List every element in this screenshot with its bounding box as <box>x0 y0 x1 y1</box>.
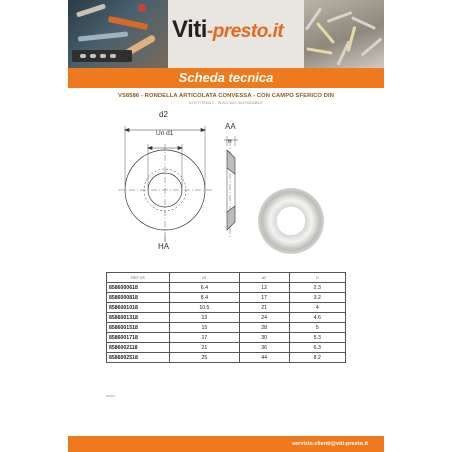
label-aa: AA <box>225 122 236 131</box>
cell-d2: 21 <box>239 303 289 313</box>
cell-d1: 25 <box>170 353 240 363</box>
technical-drawing <box>68 108 384 258</box>
cell-h: 2.3 <box>289 283 345 293</box>
cell-d2: 44 <box>239 353 289 363</box>
table-row <box>107 283 346 293</box>
cell-code: 8586000818 <box>107 293 170 303</box>
brand-logo <box>172 16 283 44</box>
cell-d2: 17 <box>239 293 289 303</box>
washer-photo <box>258 188 324 254</box>
header <box>68 0 384 68</box>
title-band <box>68 68 384 88</box>
cell-code: 8586001318 <box>107 313 170 323</box>
table-row <box>107 343 346 353</box>
cell-d1: 15 <box>170 323 240 333</box>
table-row <box>107 313 346 323</box>
product-title: VS8586 - RONDELLA ARTICOLATA CONVESSA - CON CAMPO SFERICO DIN <box>118 93 334 99</box>
cell-d2: 24 <box>239 313 289 323</box>
cell-h: 4.6 <box>289 313 345 323</box>
cell-d1: 8.4 <box>170 293 240 303</box>
screws-photo <box>304 0 384 68</box>
table-row <box>107 303 346 313</box>
cell-code: 8586002118 <box>107 343 170 353</box>
cell-d1: 21 <box>170 343 240 353</box>
table-row <box>107 293 346 303</box>
cell-code: 8586000618 <box>107 283 170 293</box>
table-row <box>107 323 346 333</box>
cell-h: 6.3 <box>289 343 345 353</box>
cell-h: 8.2 <box>289 353 345 363</box>
table-header-row <box>107 273 346 283</box>
footer <box>68 436 384 452</box>
logo-main: Viti <box>172 16 207 43</box>
cell-code: 8586002518 <box>107 353 170 363</box>
header-ref: REF VS <box>107 273 170 283</box>
label-ha: HA <box>158 242 170 251</box>
header-h: H <box>289 273 345 283</box>
datasheet-page <box>68 0 384 452</box>
cell-h: 5.3 <box>289 333 345 343</box>
cell-d2: 30 <box>239 333 289 343</box>
cell-code: 8586001018 <box>107 303 170 313</box>
tools-photo <box>68 0 168 68</box>
reference-code: 8586/0 <box>106 394 116 398</box>
cell-d1: 10.5 <box>170 303 240 313</box>
header-d2: d2 <box>239 273 289 283</box>
cell-d2: 28 <box>239 323 289 333</box>
label-d1: Un d1 <box>156 130 174 137</box>
cell-d1: 13 <box>170 313 240 323</box>
cell-h: 3.2 <box>289 293 345 303</box>
cell-d2: 36 <box>239 343 289 353</box>
cell-code: 8586001518 <box>107 323 170 333</box>
table-row <box>107 353 346 363</box>
cell-code: 8586001718 <box>107 333 170 343</box>
cell-d1: 17 <box>170 333 240 343</box>
label-h: H <box>228 139 232 145</box>
cell-d2: 12 <box>239 283 289 293</box>
header-d1: d1 <box>170 273 240 283</box>
footer-email[interactable]: servizio.clienti@viti-presto.it <box>291 441 368 447</box>
table-row <box>107 333 346 343</box>
dimensions-table <box>106 272 346 363</box>
logo-suffix: -presto.it <box>206 21 284 42</box>
band-title: Scheda tecnica <box>178 70 274 85</box>
cell-d1: 6.4 <box>170 283 240 293</box>
label-d2: d2 <box>159 110 168 119</box>
cell-h: 5 <box>289 323 345 333</box>
cell-h: 4 <box>289 303 345 313</box>
product-subtitle: 6319 FORMA C - IN ACCIAIO INOSSIDABILE <box>189 101 263 105</box>
